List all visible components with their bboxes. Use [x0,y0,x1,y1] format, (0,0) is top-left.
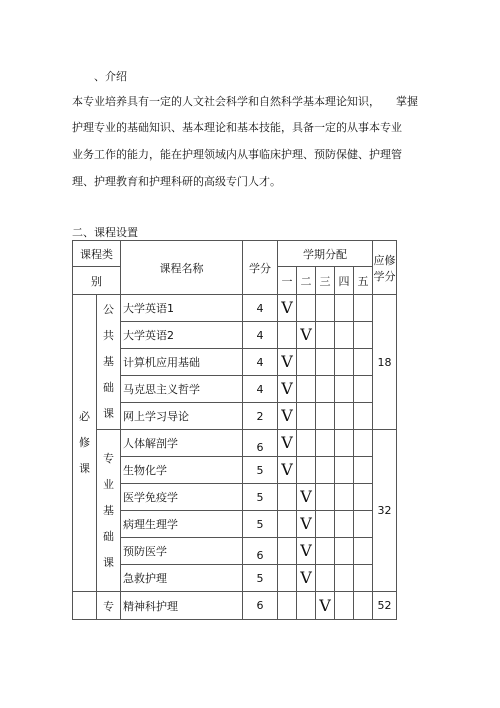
group-zhuanye [97,430,121,592]
required-credit-group-2: 32 [373,430,397,592]
intro-line-1: 本专业培养具有一定的人文社会科学和自然科学基本理论知识， [72,95,380,108]
semester-cell [316,322,335,349]
required-credit-group-3: 52 [373,592,397,620]
course-name: 医学免疫学 [121,484,243,511]
course-name: 急救护理 [121,565,243,592]
semester-cell [316,376,335,403]
semester-cell [297,295,316,322]
category-header-top: 课程类 [73,241,121,267]
semester-cell [354,430,373,457]
check-mark: V [319,595,331,615]
credit-header: 学分 [243,241,278,295]
semester-cell [316,349,335,376]
course-credit: 4 [243,376,278,403]
semester-cell [335,430,354,457]
intro-line-1-tail: 掌握 [396,95,418,108]
group-zhuanye-char: 课 [103,555,114,569]
semester-cell [297,322,316,349]
check-mark: V [281,406,293,425]
course-name: 人体解剖学 [121,430,243,457]
course-credit: 6 [243,538,278,565]
table-row [73,484,397,511]
semester-cell [297,565,316,592]
semester-cell [278,322,297,349]
table-row [73,511,397,538]
intro-line-3: 业务工作的能力，能在护理领域内从事临床护理、预防保健、护理管 [72,148,402,161]
check-mark: V [300,514,312,533]
semester-cell [316,295,335,322]
course-credit: 6 [243,430,278,457]
semester-cell [335,511,354,538]
course-credit: 4 [243,349,278,376]
table-row [73,457,397,484]
group-zhuanye-char: 础 [103,529,114,543]
group-bixiu-cont [73,592,97,620]
table-row [73,565,397,592]
intro-line-4: 理、护理教育和护理科研的高级专门人才。 [72,175,281,188]
semester-cell [335,538,354,565]
category-header-bottom: 别 [73,267,121,295]
group-zhuan: 专 [97,592,121,620]
intro-line-2: 护理专业的基础知识、基本理论和基本技能，具备一定的从事本专业 [72,121,402,134]
course-name: 大学英语2 [121,322,243,349]
semester-cell [335,322,354,349]
semester-cell [316,565,335,592]
check-mark: V [281,460,293,479]
semester-cell [316,592,335,620]
table-row [73,322,397,349]
table-row [73,538,397,565]
semester-cell [335,376,354,403]
semester-cell [297,403,316,430]
semester-cell [354,457,373,484]
course-name: 生物化学 [121,457,243,484]
group-bixiu-char: 必 [79,410,90,423]
group-gonggong-char: 基 [103,355,114,368]
semester-cell [278,376,297,403]
course-name: 精神科护理 [121,592,243,620]
course-credit: 4 [243,295,278,322]
course-table [72,240,397,620]
name-header: 课程名称 [121,241,243,295]
semester-cell [354,511,373,538]
semester-cell [297,592,316,620]
group-zhuanye-char: 基 [103,503,114,517]
header-row-1 [73,241,397,267]
semester-cell [335,457,354,484]
table-row [73,349,397,376]
semester-cell [354,538,373,565]
course-name: 网上学习导论 [121,403,243,430]
semester-cell [297,457,316,484]
semester-cell [278,484,297,511]
semester-cell [278,538,297,565]
course-credit: 5 [243,565,278,592]
table-row [73,376,397,403]
table-row [73,295,397,322]
semester-cell [354,376,373,403]
semester-4-header: 四 [335,267,354,295]
semester-cell [297,538,316,565]
semester-cell [354,592,373,620]
semester-group-header: 学期分配 [278,241,373,267]
check-mark: V [300,568,312,587]
group-gonggong-char: 共 [103,329,114,342]
semester-cell [297,430,316,457]
semester-cell [316,538,335,565]
semester-cell [297,376,316,403]
table-row [73,592,397,620]
group-gonggong [97,295,121,430]
semester-cell [354,565,373,592]
semester-cell [278,295,297,322]
course-credit: 2 [243,403,278,430]
table-row [73,430,397,457]
semester-cell [278,592,297,620]
semester-cell [297,511,316,538]
semester-cell [297,484,316,511]
semester-cell [316,430,335,457]
group-bixiu [73,295,97,592]
semester-cell [354,484,373,511]
check-mark: V [300,325,312,344]
semester-cell [335,403,354,430]
required-credit-group-1: 18 [373,295,397,430]
semester-cell [278,457,297,484]
semester-cell [278,511,297,538]
semester-cell [278,403,297,430]
check-mark: V [281,298,293,317]
semester-cell [278,349,297,376]
semester-cell [354,322,373,349]
course-name: 大学英语1 [121,295,243,322]
semester-2-header: 二 [297,267,316,295]
semester-5-header: 五 [354,267,373,295]
check-mark: V [281,379,293,398]
course-name: 计算机应用基础 [121,349,243,376]
semester-cell [354,403,373,430]
course-name: 病理生理学 [121,511,243,538]
group-bixiu-char: 课 [79,462,90,475]
semester-cell [278,430,297,457]
required-credit-header: 应修学分 [373,241,397,295]
semester-cell [354,349,373,376]
semester-cell [335,592,354,620]
semester-cell [335,295,354,322]
group-gonggong-char: 课 [103,407,114,420]
group-zhuanye-char: 业 [103,477,114,491]
course-credit: 6 [243,592,278,620]
semester-cell [335,349,354,376]
semester-cell [297,349,316,376]
semester-cell [316,511,335,538]
group-zhuanye-char: 专 [103,451,114,465]
check-mark: V [281,433,293,452]
check-mark: V [281,352,293,371]
semester-cell [335,484,354,511]
semester-cell [316,403,335,430]
check-mark: V [300,541,312,560]
course-credit: 5 [243,457,278,484]
semester-cell [354,295,373,322]
semester-cell [335,565,354,592]
course-credit: 5 [243,484,278,511]
course-name: 预防医学 [121,538,243,565]
course-name: 马克思主义哲学 [121,376,243,403]
course-credit: 4 [243,322,278,349]
intro-heading: 、介绍 [94,70,127,83]
courses-heading: 二、课程设置 [72,226,138,239]
semester-1-header: 一 [278,267,297,295]
check-mark: V [300,487,312,506]
semester-cell [316,457,335,484]
semester-cell [316,484,335,511]
group-bixiu-char: 修 [79,436,90,449]
course-credit: 5 [243,511,278,538]
group-gonggong-char: 公 [103,303,114,316]
semester-cell [278,565,297,592]
table-row [73,403,397,430]
semester-3-header: 三 [316,267,335,295]
group-gonggong-char: 础 [103,381,114,394]
